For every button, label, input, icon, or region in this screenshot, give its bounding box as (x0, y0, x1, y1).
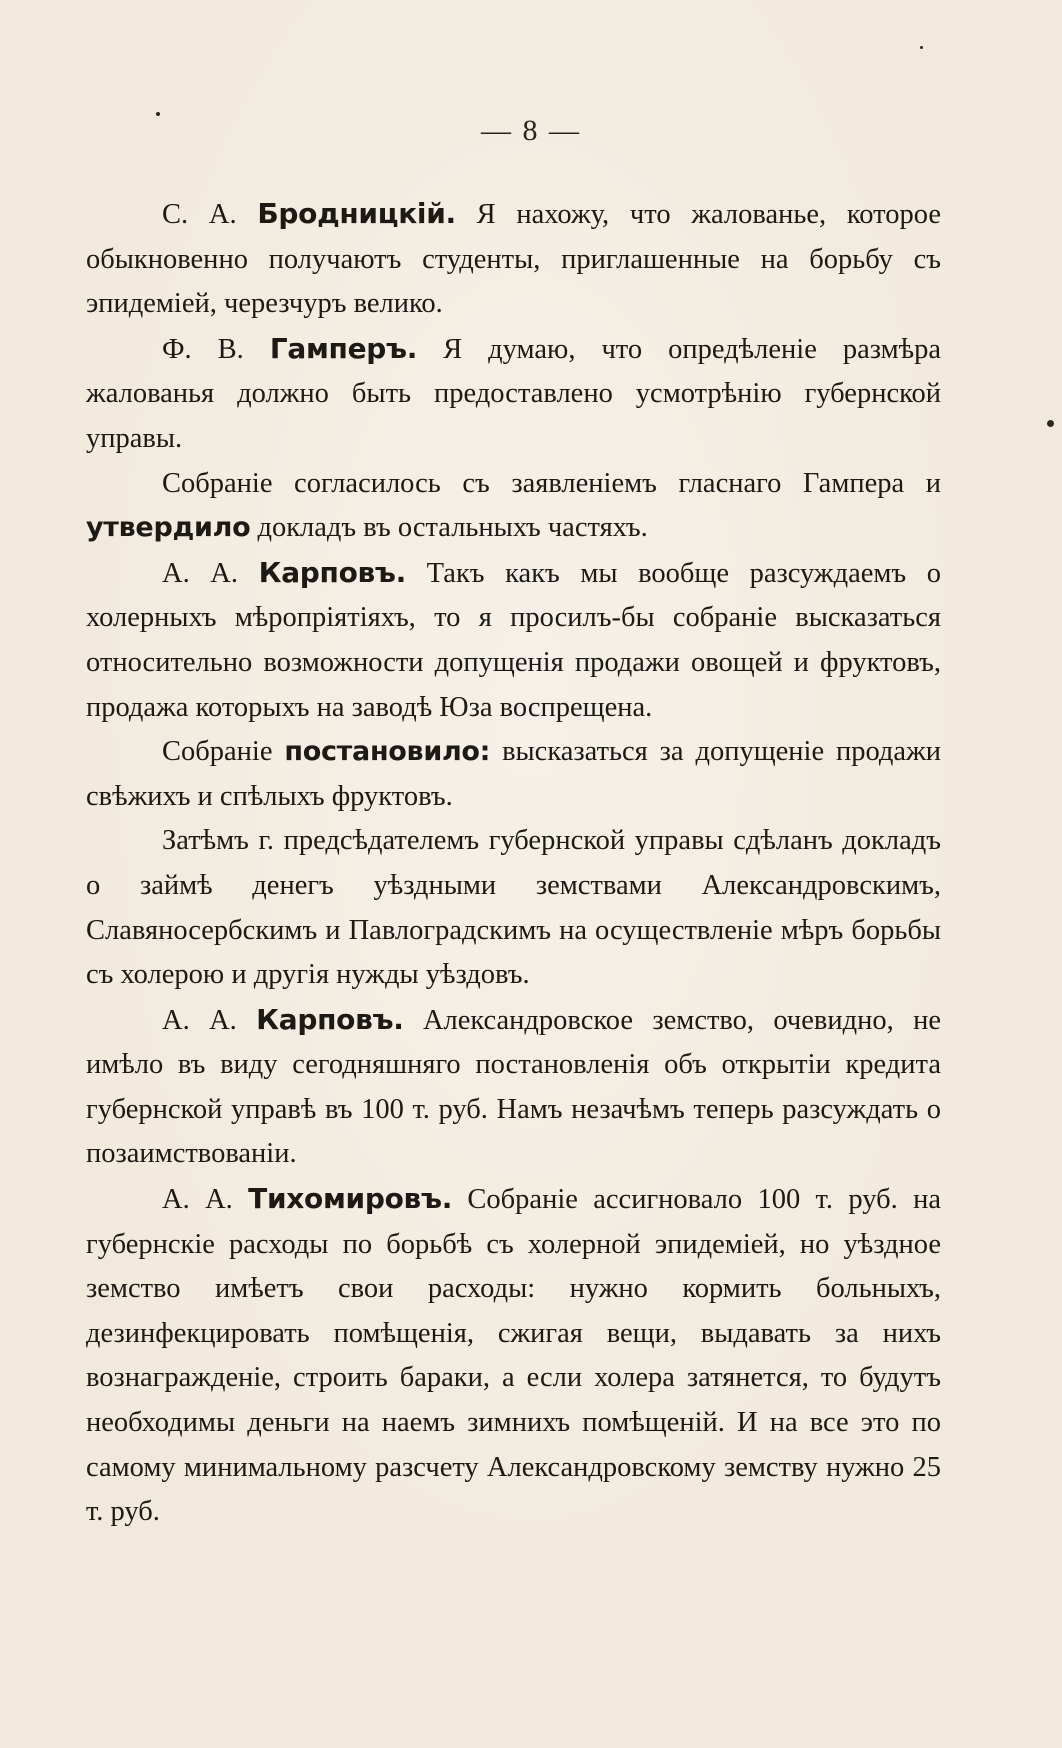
paragraph-text: Такъ какъ мы вообще разсуждаемъ о холерныхъ мѣропріятіяхъ, то я просилъ-бы собраніе высказаться относительно возможности допущенія продажи овощей и фруктовъ, продажа которыхъ на заводѣ Юза воспрещена. (86, 557, 941, 723)
paragraph-loan-report (86, 819, 941, 997)
emphasis-word: утвердило (86, 512, 251, 544)
page-number: — 8 — (481, 114, 581, 147)
paragraph-karpov-1 (86, 551, 941, 730)
speaker-name: Гамперъ. (269, 331, 418, 365)
speaker-initials: С. А. (162, 199, 237, 230)
paragraph-resolution-fruits (86, 730, 941, 819)
paper-speck (920, 46, 923, 49)
paper-speck (1047, 420, 1054, 427)
paragraph-resolution-approved (86, 462, 941, 551)
speaker-name: Карповъ. (256, 1002, 404, 1036)
speaker-initials: А. А. (162, 1004, 237, 1036)
paragraph-text: высказаться за допущеніе продажи свѣжихъ и спѣлыхъ фруктовъ. (86, 736, 942, 812)
paragraph-text: Затѣмъ г. предсѣдателемъ губернской управы сдѣланъ докладъ о займѣ денегъ уѣздными земствами Александровскимъ, Славяносербскимъ и Павлоградскимъ на осуществленіе мѣръ борьбы съ холерою и другія нужды уѣздовъ. (86, 825, 941, 991)
emphasis-word: постановило: (284, 736, 491, 768)
speaker-initials: А. А. (162, 1184, 233, 1216)
paragraph-text: Собраніе (162, 736, 273, 768)
paragraph-text: Александровское земство, очевидно, не имѣло въ виду сегодняшняго постановленія объ открытіи кредита губернской управѣ въ 100 т. руб. Намъ незачѣмъ теперь разсуждать о позаимствованіи. (86, 1004, 942, 1170)
speaker-name: Тихомировъ. (248, 1182, 453, 1216)
paragraph-text: докладъ въ остальныхъ частяхъ. (257, 512, 648, 544)
paragraph-text: Я нахожу, что жалованье, которое обыкновенно получаютъ студенты, приглашенные на борьбу съ эпидеміей, черезчуръ велико. (86, 199, 942, 320)
paragraph-tikhomirov (86, 1177, 941, 1535)
speaker-initials: Ф. В. (162, 333, 244, 365)
speaker-name: Карповъ. (258, 555, 407, 589)
paragraph-brodnitsky (86, 192, 941, 327)
document-body (86, 192, 941, 1535)
paragraph-text: Собраніе ассигновало 100 т. руб. на губернскіе расходы по борьбѣ съ холерной эпидеміей, но уѣздное земство имѣетъ свои расходы: нужно кормить больныхъ, дезинфекцировать помѣщенія, сжигая вещи, выдавать за нихъ вознагражденіе, строить бараки, а если холера затянется, то будутъ необходимы деньги на наемъ зимнихъ помѣщеній. И на все это по самому минимальному разсчету Александровскому земству нужно 25 т. руб. (86, 1184, 941, 1528)
paper-speck (156, 112, 160, 116)
speaker-initials: А. А. (162, 557, 239, 589)
paragraph-text: Собраніе согласилось съ заявленіемъ гласнаго Гампера и (162, 467, 941, 499)
paragraph-gamper (86, 327, 941, 462)
paragraph-karpov-2 (86, 998, 941, 1177)
paragraph-text: Я думаю, что опредѣленіе размѣра жалованья должно быть предоставлено усмотрѣнію губернской управы. (86, 333, 942, 454)
speaker-name: Бродницкій. (257, 197, 456, 230)
